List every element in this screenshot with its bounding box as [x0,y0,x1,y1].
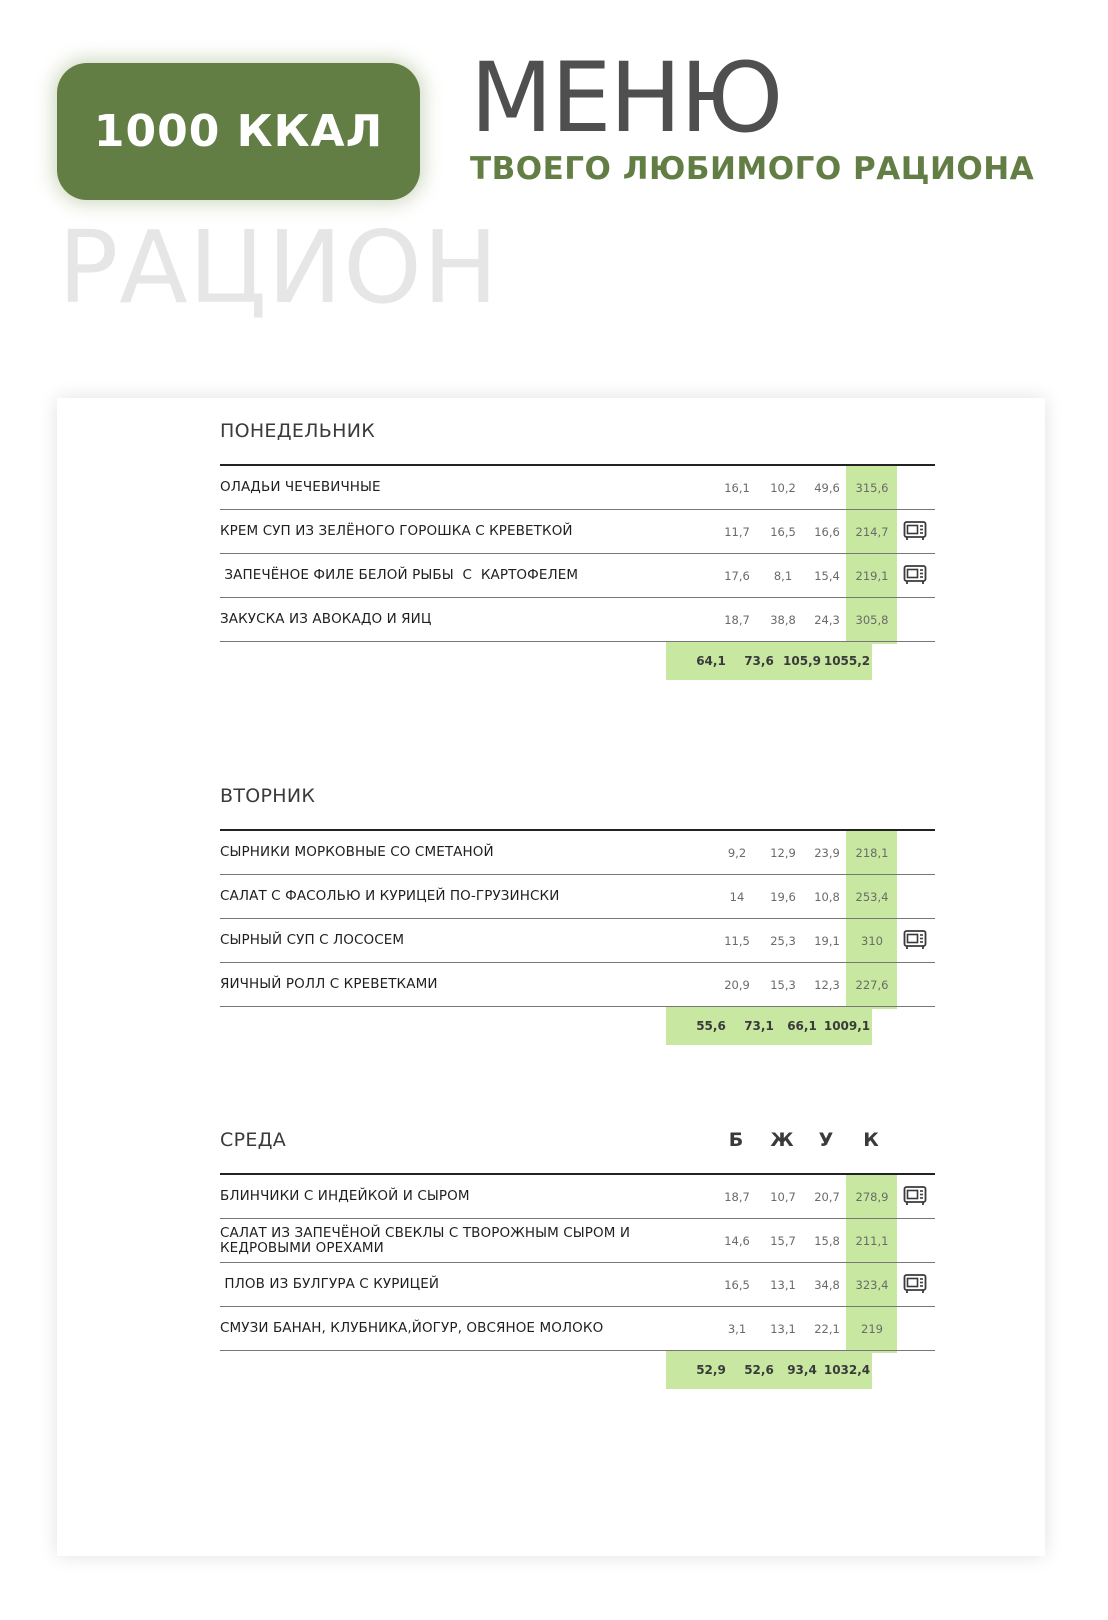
dish-name: САЛАТ ИЗ ЗАПЕЧЁНОЙ СВЕКЛЫ С ТВОРОЖНЫМ СЫРОМ И КЕДРОВЫМИ ОРЕХАМИ [220,1225,635,1256]
column-header-k: К [863,1129,879,1151]
dish-value-j: 13,1 [770,1321,796,1336]
dish-value-b: 9,2 [727,845,747,860]
dish-value-u: 12,3 [814,977,840,992]
day-table [220,464,935,680]
total-value-u: 93,4 [787,1363,817,1377]
dish-name: ПЛОВ ИЗ БУЛГУРА С КУРИЦЕЙ [220,1276,440,1293]
dish-name: СЫРНЫЙ СУП С ЛОСОСЕМ [220,932,405,949]
dish-value-b: 11,5 [724,933,750,948]
dish-row [220,598,935,642]
dish-row [220,554,935,598]
day-title: СРЕДА [220,1129,287,1151]
dish-value-b: 11,7 [724,524,750,539]
dish-rows [220,829,935,1007]
column-header-b: Б [728,1129,744,1151]
dish-value-k: 253,4 [855,889,889,904]
dish-row [220,919,935,963]
dish-name: ОЛАДЬИ ЧЕЧЕВИЧНЫЕ [220,479,381,496]
dish-row [220,1175,935,1219]
microwave-icon [903,520,927,542]
dish-row [220,831,935,875]
dish-value-k: 211,1 [855,1233,889,1248]
dish-value-b: 16,5 [724,1277,750,1292]
dish-value-k: 315,6 [855,480,889,495]
dish-value-u: 22,1 [814,1321,840,1336]
dish-name: КРЕМ СУП ИЗ ЗЕЛЁНОГО ГОРОШКА С КРЕВЕТКОЙ [220,523,573,540]
total-value-j: 73,6 [744,654,774,668]
day-title: ПОНЕДЕЛЬНИК [220,420,375,442]
dish-value-j: 10,7 [770,1189,796,1204]
dish-value-b: 17,6 [724,568,750,583]
total-value-b: 64,1 [696,654,726,668]
dish-value-u: 49,6 [814,480,840,495]
dish-value-k: 278,9 [855,1189,889,1204]
day-table [220,1173,935,1389]
dish-value-k: 218,1 [855,845,889,860]
dish-value-u: 24,3 [814,612,840,627]
dish-name: СЫРНИКИ МОРКОВНЫЕ СО СМЕТАНОЙ [220,844,494,861]
dish-value-b: 20,9 [724,977,750,992]
dish-rows [220,464,935,642]
totals-row [220,1007,935,1045]
dish-value-u: 20,7 [814,1189,840,1204]
dish-value-j: 38,8 [770,612,796,627]
ration-watermark: РАЦИОН [58,209,500,326]
dish-row [220,1263,935,1307]
total-value-k: 1009,1 [823,1019,871,1033]
dish-value-k: 323,4 [855,1277,889,1292]
dish-value-b: 16,1 [724,480,750,495]
dish-value-u: 23,9 [814,845,840,860]
dish-value-b: 14 [729,889,745,904]
dish-value-j: 8,1 [773,568,793,583]
calorie-badge [57,63,420,200]
dish-value-u: 19,1 [814,933,840,948]
total-value-u: 105,9 [783,654,821,668]
total-value-b: 52,9 [696,1363,726,1377]
dish-name: БЛИНЧИКИ С ИНДЕЙКОЙ И СЫРОМ [220,1188,470,1205]
dish-value-j: 19,6 [770,889,796,904]
dish-value-k: 214,7 [855,524,889,539]
total-value-k: 1032,4 [823,1363,871,1377]
dish-rows [220,1173,935,1351]
dish-row [220,510,935,554]
dish-row [220,875,935,919]
dish-name: ЯИЧНЫЙ РОЛЛ С КРЕВЕТКАМИ [220,976,438,993]
dish-row [220,466,935,510]
dish-name: ЗАПЕЧЁНОЕ ФИЛЕ БЕЛОЙ РЫБЫ С КАРТОФЕЛЕМ [220,567,579,584]
dish-name: СМУЗИ БАНАН, КЛУБНИКА,ЙОГУР, ОВСЯНОЕ МОЛОКО [220,1320,604,1337]
dish-value-k: 227,6 [855,977,889,992]
microwave-icon [903,1273,927,1295]
column-header-j: Ж [770,1129,794,1151]
dish-value-u: 16,6 [814,524,840,539]
microwave-icon [903,564,927,586]
dish-row [220,1307,935,1351]
total-value-j: 52,6 [744,1363,774,1377]
dish-value-k: 219 [861,1321,883,1336]
dish-value-k: 310 [861,933,883,948]
total-value-k: 1055,2 [823,654,871,668]
day-title: ВТОРНИК [220,785,316,807]
dish-value-j: 15,3 [770,977,796,992]
dish-value-u: 10,8 [814,889,840,904]
dish-value-k: 219,1 [855,568,889,583]
dish-name: САЛАТ С ФАСОЛЬЮ И КУРИЦЕЙ ПО-ГРУЗИНСКИ [220,888,560,905]
dish-value-u: 34,8 [814,1277,840,1292]
dish-value-b: 18,7 [724,1189,750,1204]
dish-value-u: 15,8 [814,1233,840,1248]
totals-row [220,642,935,680]
microwave-icon [903,929,927,951]
total-value-u: 66,1 [787,1019,817,1033]
dish-value-j: 10,2 [770,480,796,495]
total-value-j: 73,1 [744,1019,774,1033]
dish-value-j: 12,9 [770,845,796,860]
microwave-icon [903,1185,927,1207]
totals-row [220,1351,935,1389]
dish-value-j: 13,1 [770,1277,796,1292]
menu-sheet [57,398,1045,1556]
dish-value-b: 14,6 [724,1233,750,1248]
dish-value-j: 16,5 [770,524,796,539]
dish-value-j: 15,7 [770,1233,796,1248]
dish-value-u: 15,4 [814,568,840,583]
menu-title: МЕНЮ [470,42,782,154]
dish-row [220,1219,935,1263]
calorie-badge-label: 1000 ККАЛ [93,106,384,157]
column-header-u: У [818,1129,834,1151]
dish-value-k: 305,8 [855,612,889,627]
dish-value-j: 25,3 [770,933,796,948]
total-value-b: 55,6 [696,1019,726,1033]
dish-value-b: 18,7 [724,612,750,627]
menu-subtitle: ТВОЕГО ЛЮБИМОГО РАЦИОНА [470,151,1035,187]
dish-row [220,963,935,1007]
dish-name: ЗАКУСКА ИЗ АВОКАДО И ЯИЦ [220,611,432,628]
day-table [220,829,935,1045]
dish-value-b: 3,1 [727,1321,747,1336]
